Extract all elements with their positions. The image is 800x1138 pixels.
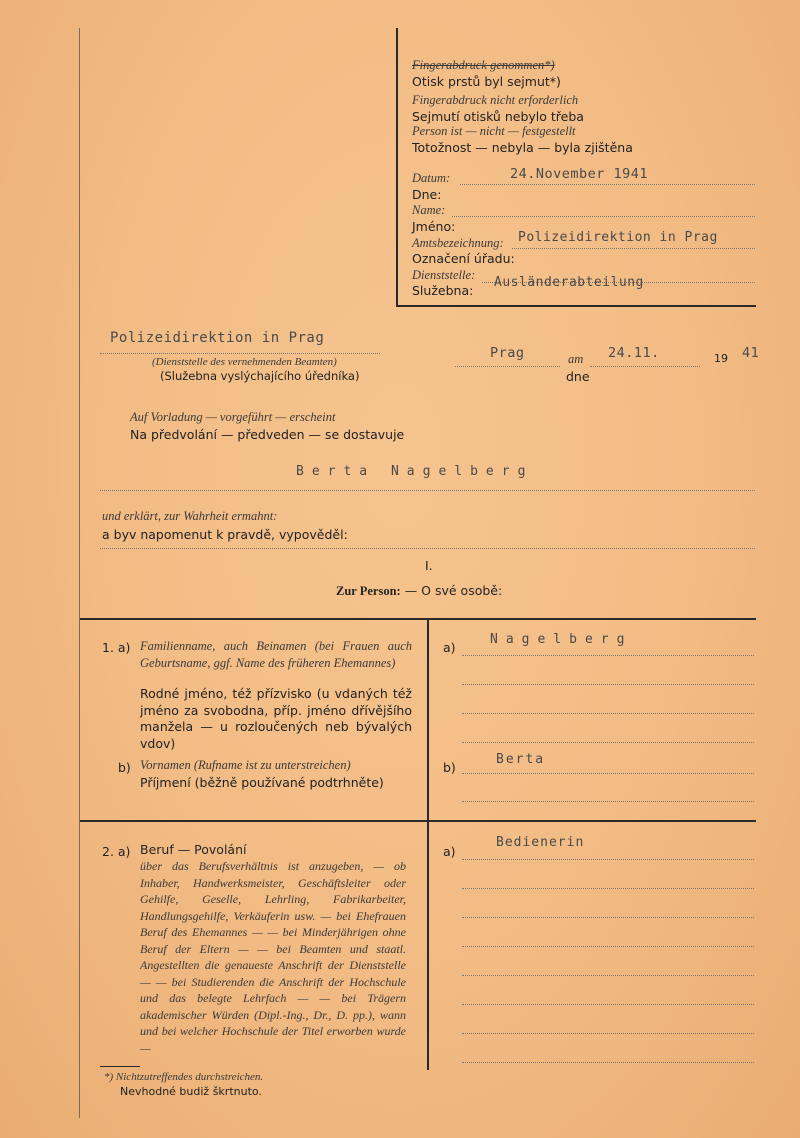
q1-b-text-de: Vornamen (Rufname ist zu unterstreichen) xyxy=(140,758,351,772)
box-left-border xyxy=(396,28,398,306)
name-dots xyxy=(452,216,755,217)
footnote-rule xyxy=(100,1066,140,1067)
place-dots xyxy=(455,366,560,367)
q2-answer-dots-4 xyxy=(462,946,754,947)
table-rule-top xyxy=(80,618,756,620)
amt-label-cz: Označení úřadu: xyxy=(412,251,515,266)
q2-answer-dots-6 xyxy=(462,1004,754,1005)
q1-a-number: 1. a) xyxy=(102,640,131,655)
place-value: Prag xyxy=(490,345,525,361)
box-bottom-border xyxy=(396,305,756,307)
am-label-cz: dne xyxy=(566,369,590,384)
office-label-cz: (Služebna vyslýchajícího úředníka) xyxy=(160,369,360,383)
q1-answer-dots-6 xyxy=(462,801,754,802)
q2-number: 2. a) xyxy=(102,844,131,859)
section-title-cz: — O své osobě: xyxy=(404,583,503,598)
box-line3-cz: Totožnost — nebyla — byla zjištěna xyxy=(412,140,633,155)
q1-b-number: b) xyxy=(118,760,131,775)
am-label-de: am xyxy=(568,352,584,366)
vorladung-cz: Na předvolání — předveden — se dostavuje xyxy=(130,427,405,442)
q2-answer-dots-2 xyxy=(462,888,754,889)
section-title xyxy=(336,583,502,599)
name-label-cz: Jméno: xyxy=(412,219,456,234)
office-label-de: (Dienststelle des vernehmenden Beamten) xyxy=(152,356,337,368)
q1-answer-a-value: Nagelberg xyxy=(490,632,633,647)
vorladung-de: Auf Vorladung — vorgeführt — erscheint xyxy=(130,410,336,424)
q2-answer-dots-8 xyxy=(462,1062,754,1063)
footnote-de: *) Nichtzutreffendes durchstreichen. xyxy=(104,1071,264,1083)
footnote-cz: Nevhodné budiž škrtnuto. xyxy=(120,1085,262,1098)
date-dots xyxy=(590,366,700,367)
box-line2-de: Fingerabdruck nicht erforderlich xyxy=(412,93,579,107)
q1-answer-b-value: Berta xyxy=(496,752,546,767)
section-numeral: I. xyxy=(425,558,433,573)
amt-dots xyxy=(512,248,755,249)
box-line1-cz: Otisk prstů byl sejmut*) xyxy=(412,74,561,89)
q2-answer-dots-5 xyxy=(462,975,754,976)
q2-answer-dots-7 xyxy=(462,1033,754,1034)
q2-answer-a-label: a) xyxy=(443,844,456,859)
box-line1-de: Fingerabdruck genommen*) xyxy=(412,58,555,72)
q1-answer-dots-4 xyxy=(462,742,754,743)
year-value: 41 xyxy=(742,345,760,361)
q1-answer-b-label: b) xyxy=(443,760,456,775)
q1-a-text-cz: Rodné jméno, též přízvisko (u vdaných též jméno za svobodna, příp. jméno dřívějšího manžela — u rozloučených neb bývalých vdov) xyxy=(140,686,412,751)
left-margin-line xyxy=(79,28,80,1118)
table-rule-middle xyxy=(80,820,756,822)
q1-answer-dots-5 xyxy=(462,773,754,774)
q2-beruf: Beruf — Povolání xyxy=(140,842,247,857)
q1-answer-dots-3 xyxy=(462,713,754,714)
office-dots xyxy=(100,353,380,354)
amt-label-de: Amtsbezeichnung: xyxy=(412,236,504,250)
datum-dots xyxy=(460,184,755,185)
dienst-label-de: Dienststelle: xyxy=(412,268,476,282)
section-title-de: Zur Person: xyxy=(336,584,401,598)
q1-a-text-de: Familienname, auch Beinamen (bei Frauen auch Geburtsname, ggf. Name des früheren Ehemannes) xyxy=(140,639,412,670)
table-column-divider xyxy=(427,618,429,1070)
q1-answer-a-label: a) xyxy=(443,640,456,655)
q1-answer-dots-1 xyxy=(462,655,754,656)
q1-b-text-cz: Příjmení (běžně používané podtrhněte) xyxy=(140,775,384,790)
q2-details: über das Berufsverhältnis ist anzugeben, — ob Inhaber, Handwerksmeister, Geschäftsleiter oder Gehilfe, Geselle, Lehrling, Fabrikarbeiter, Handlungsgehilfe, Verkäuferin usw. — bei Ehefrauen Beruf des Ehemannes — — bei Minderjährigen ohne Beruf der Eltern — — bei Beamten und staatl. Angestellten die genaueste Anschrift der Dienststelle — — bei Studierenden die Anschrift der Hochschule und das belegte Lehrfach — — bei Trägern akademischer Würden (Dipl.-Ing., Dr., D. pp.), wann und bei welcher Hochschule der Titel erworben wurde — xyxy=(140,859,406,1055)
person-name: Berta Nagelberg xyxy=(296,464,534,479)
wahrheit-cz: a byv napomenut k pravdě, vypověděl: xyxy=(102,527,348,542)
q2-answer-a-value: Bedienerin xyxy=(496,835,585,850)
amt-value: Polizeidirektion in Prag xyxy=(518,230,718,245)
year-prefix: 19 xyxy=(714,352,728,365)
person-name-dots xyxy=(100,490,755,491)
q1-answer-dots-2 xyxy=(462,684,754,685)
dienst-label-cz: Služebna: xyxy=(412,283,474,298)
dienst-value: Ausländerabteilung xyxy=(494,275,644,290)
box-line3-de: Person ist — nicht — festgestellt xyxy=(412,124,576,138)
datum-label-de: Datum: xyxy=(412,171,451,185)
wahrheit-de: und erklärt, zur Wahrheit ermahnt: xyxy=(102,509,278,523)
box-line2-cz: Sejmutí otisků nebylo třeba xyxy=(412,109,584,124)
name-label-de: Name: xyxy=(412,203,446,217)
wahrheit-dots xyxy=(100,548,755,549)
office-value: Polizeidirektion in Prag xyxy=(110,330,325,346)
datum-value: 24.November 1941 xyxy=(510,166,649,182)
datum-label-cz: Dne: xyxy=(412,187,442,202)
q2-answer-dots-3 xyxy=(462,917,754,918)
date-value: 24.11. xyxy=(608,345,660,361)
q2-answer-dots-1 xyxy=(462,859,754,860)
